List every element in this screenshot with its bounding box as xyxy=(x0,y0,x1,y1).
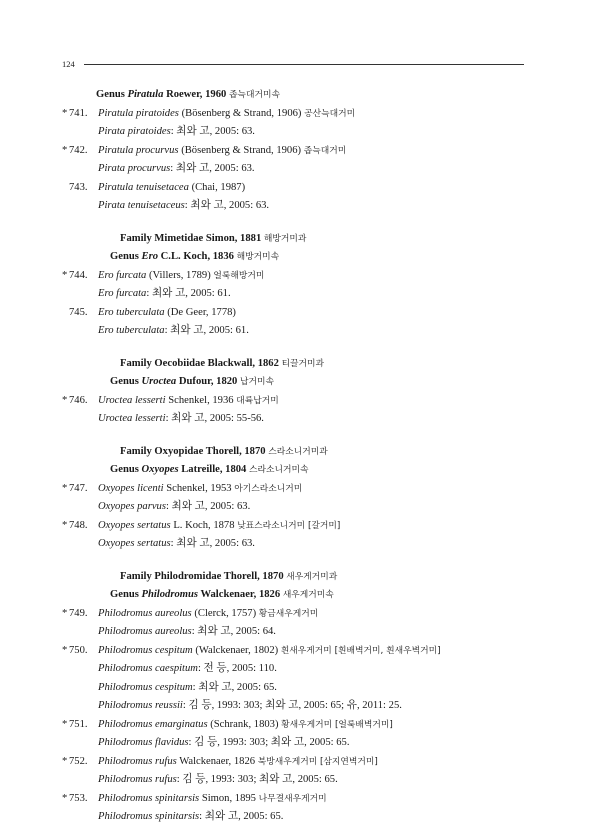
species-number: 752. xyxy=(69,755,88,767)
species-text xyxy=(62,790,327,809)
synonym-reference: : 최와 고, 2005: 63. xyxy=(184,200,270,211)
species-name: Philodromus spinitarsis xyxy=(98,792,200,804)
species-name: Piratula tenuisetacea xyxy=(98,181,189,193)
species-name: Uroctea lesserti xyxy=(98,394,166,406)
species-authority: Walckenaer, 1826 xyxy=(179,755,256,767)
family-name: Family Oecobiidae Blackwall, 1862 xyxy=(120,357,279,369)
genus-authority: C.L. Koch, 1836 xyxy=(160,251,234,262)
taxon-block xyxy=(62,355,532,429)
family-name: Family Philodromidae Thorell, 1870 xyxy=(120,570,284,582)
synonym-line xyxy=(62,197,532,216)
species-text xyxy=(62,392,279,411)
species-authority: (Bösenberg & Strand, 1906) xyxy=(181,107,302,119)
endemic-marker: * xyxy=(62,394,68,406)
family-heading xyxy=(62,443,532,462)
species-korean-name: 좁늑대거미 xyxy=(303,145,347,156)
synonym-name: Pirata piratoides xyxy=(98,126,171,137)
page-header xyxy=(62,57,524,71)
species-text xyxy=(62,179,245,198)
endemic-marker: * xyxy=(62,644,68,656)
synonym-reference: : 최와 고, 2005: 65. xyxy=(199,811,284,822)
species-authority: (Villers, 1789) xyxy=(149,269,211,281)
synonym-reference: : 김 등, 1993: 303; 최와 고, 2005: 65. xyxy=(176,774,338,785)
synonym-line xyxy=(62,734,532,753)
genus-name: Philodromus xyxy=(141,589,199,600)
species-korean-name: 나무결새우게거미 xyxy=(258,793,327,804)
species-text xyxy=(62,142,346,161)
header-rule xyxy=(84,64,524,65)
species-authority: (Walckenaer, 1802) xyxy=(195,644,279,656)
species-number: 743. xyxy=(69,181,88,193)
endemic-marker: * xyxy=(62,107,68,119)
genus-name: Piratula xyxy=(127,89,164,100)
species-entry xyxy=(62,105,532,124)
synonym-name: Philodromus aureolus xyxy=(98,626,192,637)
synonym-reference: : 최와 고, 2005: 63. xyxy=(170,126,255,137)
family-heading xyxy=(62,568,532,587)
species-number: 745. xyxy=(69,306,88,318)
taxon-block xyxy=(62,86,532,216)
synonym-name: Uroctea lesserti xyxy=(98,413,166,424)
synonym-reference: : 최와 고, 2005: 64. xyxy=(191,626,276,637)
species-name: Philodromus rufus xyxy=(98,755,177,767)
species-name: Philodromus cespitum xyxy=(98,644,193,656)
genus-authority: Walckenaer, 1826 xyxy=(200,589,281,600)
synonym-line xyxy=(62,660,532,679)
genus-authority: Latreille, 1804 xyxy=(181,464,247,475)
species-entry xyxy=(62,642,532,661)
endemic-marker: * xyxy=(62,519,68,531)
family-heading xyxy=(62,355,532,374)
family-name: Family Mimetidae Simon, 1881 xyxy=(120,232,262,244)
family-korean-name: 해방거미과 xyxy=(263,233,307,244)
synonym-name: Philodromus caespitum xyxy=(98,663,198,674)
taxon-block xyxy=(62,443,532,554)
species-name: Ero tuberculata xyxy=(98,306,165,318)
synonym-reference: : 최와 고, 2005: 63. xyxy=(165,501,251,512)
species-text xyxy=(62,105,355,124)
genus-name: Ero xyxy=(141,251,158,262)
endemic-marker: * xyxy=(62,144,68,156)
endemic-marker: * xyxy=(62,607,68,619)
taxon-block xyxy=(62,568,532,827)
genus-korean-name: 스라소니거미속 xyxy=(249,465,309,475)
species-name: Piratula procurvus xyxy=(98,144,179,156)
species-text xyxy=(62,480,302,499)
genus-authority: Roewer, 1960 xyxy=(166,89,227,100)
species-authority: Schenkel, 1953 xyxy=(166,482,232,494)
genus-korean-name: 좁늑대거미속 xyxy=(228,90,280,100)
synonym-name: Oxyopes sertatus xyxy=(98,538,171,549)
synonym-line xyxy=(62,322,532,341)
synonym-name: Philodromus cespitum xyxy=(98,681,193,693)
genus-korean-name: 해방거미속 xyxy=(236,252,280,262)
page-number: 124 xyxy=(62,59,75,69)
synonym-reference: : 최와 고, 2005: 63. xyxy=(170,538,255,549)
family-name: Family Oxyopidae Thorell, 1870 xyxy=(120,445,266,457)
species-name: Ero furcata xyxy=(98,269,147,281)
synonym-line xyxy=(62,160,532,179)
species-entry xyxy=(62,179,532,198)
species-name: Philodromus emarginatus xyxy=(98,718,208,730)
species-number: 744. xyxy=(69,269,88,281)
synonym-name: Ero furcata xyxy=(98,288,147,299)
species-authority: L. Koch, 1878 xyxy=(173,519,235,531)
synonym-reference: : 최와 고, 2005: 63. xyxy=(170,163,255,174)
synonym-name: Oxyopes parvus xyxy=(98,501,166,512)
species-name: Oxyopes licenti xyxy=(98,482,164,494)
genus-heading: Genus Philodromus Walckenaer, 1826 새우게거미속 xyxy=(110,589,334,600)
species-text xyxy=(62,642,441,661)
species-number: 749. xyxy=(69,607,88,619)
synonym-reference: : 전 등, 2005: 110. xyxy=(197,663,277,674)
species-authority: (Clerck, 1757) xyxy=(194,607,257,619)
species-entry xyxy=(62,517,532,536)
genus-korean-name: 납거미속 xyxy=(240,377,275,387)
synonym-line xyxy=(62,410,532,429)
species-entry xyxy=(62,716,532,735)
species-number: 748. xyxy=(69,519,88,531)
synonym-reference: : 최와 고, 2005: 65. xyxy=(192,681,277,693)
species-korean-name: 황금새우게거미 xyxy=(258,608,319,619)
species-authority: (Chai, 1987) xyxy=(191,181,246,193)
genus-name: Oxyopes xyxy=(141,464,179,475)
species-entry xyxy=(62,142,532,161)
synonym-name: Philodromus spinitarsis xyxy=(98,811,200,822)
species-text xyxy=(62,605,318,624)
synonym-name: Philodromus rufus xyxy=(98,774,177,785)
synonym-reference: : 최와 고, 2005: 55-56. xyxy=(165,413,264,424)
species-entry xyxy=(62,267,532,286)
species-authority: Simon, 1895 xyxy=(201,792,256,804)
species-number: 750. xyxy=(69,644,88,656)
species-number: 741. xyxy=(69,107,88,119)
genus-heading: Genus Oxyopes Latreille, 1804 스라소니거미속 xyxy=(110,464,309,475)
species-text xyxy=(62,304,236,323)
synonym-line xyxy=(62,771,532,790)
synonym-line xyxy=(62,535,532,554)
endemic-marker: * xyxy=(62,792,68,804)
family-heading xyxy=(62,230,532,249)
synonym-reference: : 김 등, 1993: 303; 최와 고, 2005: 65. xyxy=(188,737,350,748)
species-korean-name: 대륙납거미 xyxy=(236,395,279,406)
synonym-name: Philodromus reussii xyxy=(98,700,183,711)
species-korean-name: 낮표스라소니거미 [갈거미] xyxy=(237,520,341,531)
species-name: Oxyopes sertatus xyxy=(98,519,171,531)
species-korean-name: 황새우게거미 [얼룩배벽거미] xyxy=(281,719,393,730)
species-entry xyxy=(62,480,532,499)
synonym-line xyxy=(62,808,532,827)
species-name: Philodromus aureolus xyxy=(98,607,192,619)
synonym-line xyxy=(62,623,532,642)
genus-authority: Dufour, 1820 xyxy=(178,376,238,387)
species-authority: (Schrank, 1803) xyxy=(210,718,279,730)
species-korean-name: 공산늑대거미 xyxy=(304,108,356,119)
genus-heading: Genus Ero C.L. Koch, 1836 해방거미속 xyxy=(110,251,280,262)
species-entry xyxy=(62,304,532,323)
species-number: 751. xyxy=(69,718,88,730)
species-authority: (Bösenberg & Strand, 1906) xyxy=(181,144,302,156)
species-text xyxy=(62,267,264,286)
species-authority: Schenkel, 1936 xyxy=(168,394,234,406)
family-korean-name: 새우게거미과 xyxy=(286,571,338,582)
genus-heading: Genus Uroctea Dufour, 1820 납거미속 xyxy=(110,376,275,387)
endemic-marker: * xyxy=(62,269,68,281)
species-entry xyxy=(62,392,532,411)
taxon-block xyxy=(62,230,532,341)
species-korean-name: 흰새우게거미 [흰배벽거미, 흰새우벽거미] xyxy=(280,645,441,656)
synonym-reference: : 김 등, 1993: 303; 최와 고, 2005: 65; 유, 2011: 25. xyxy=(182,700,402,711)
genus-korean-name: 새우게거미속 xyxy=(282,590,334,600)
synonym-line xyxy=(62,498,532,517)
synonym-name: Pirata tenuisetaceus xyxy=(98,200,185,211)
family-korean-name: 티끌거미과 xyxy=(281,358,325,369)
family-korean-name: 스라소니거미과 xyxy=(268,446,328,457)
species-text xyxy=(62,517,340,536)
species-number: 747. xyxy=(69,482,88,494)
species-korean-name: 아기스라소니거미 xyxy=(234,483,303,494)
species-entry xyxy=(62,790,532,809)
endemic-marker: * xyxy=(62,755,68,767)
synonym-reference: : 최와 고, 2005: 61. xyxy=(146,288,231,299)
synonym-name: Philodromus flavidus xyxy=(98,737,189,748)
checklist-content xyxy=(62,86,532,827)
synonym-line xyxy=(62,697,532,716)
endemic-marker: * xyxy=(62,718,68,730)
species-korean-name: 얼룩해방거미 xyxy=(213,270,265,281)
endemic-marker: * xyxy=(62,482,68,494)
genus-name: Uroctea xyxy=(141,376,177,387)
synonym-name: Pirata procurvus xyxy=(98,163,171,174)
species-number: 753. xyxy=(69,792,88,804)
species-entry xyxy=(62,753,532,772)
genus-heading: Genus Piratula Roewer, 1960 좁늑대거미속 xyxy=(96,89,280,100)
species-name: Piratula piratoides xyxy=(98,107,179,119)
species-entry xyxy=(62,605,532,624)
synonym-reference: : 최와 고, 2005: 61. xyxy=(164,325,249,336)
species-text xyxy=(62,716,393,735)
synonym-line xyxy=(62,285,532,304)
species-authority: (De Geer, 1778) xyxy=(167,306,236,318)
synonym-line xyxy=(62,679,532,698)
species-number: 742. xyxy=(69,144,88,156)
species-korean-name: 북방새우게거미 [삼지연벽거미] xyxy=(257,756,378,767)
species-text xyxy=(62,753,378,772)
synonym-name: Ero tuberculata xyxy=(98,325,165,336)
species-number: 746. xyxy=(69,394,88,406)
synonym-line xyxy=(62,123,532,142)
